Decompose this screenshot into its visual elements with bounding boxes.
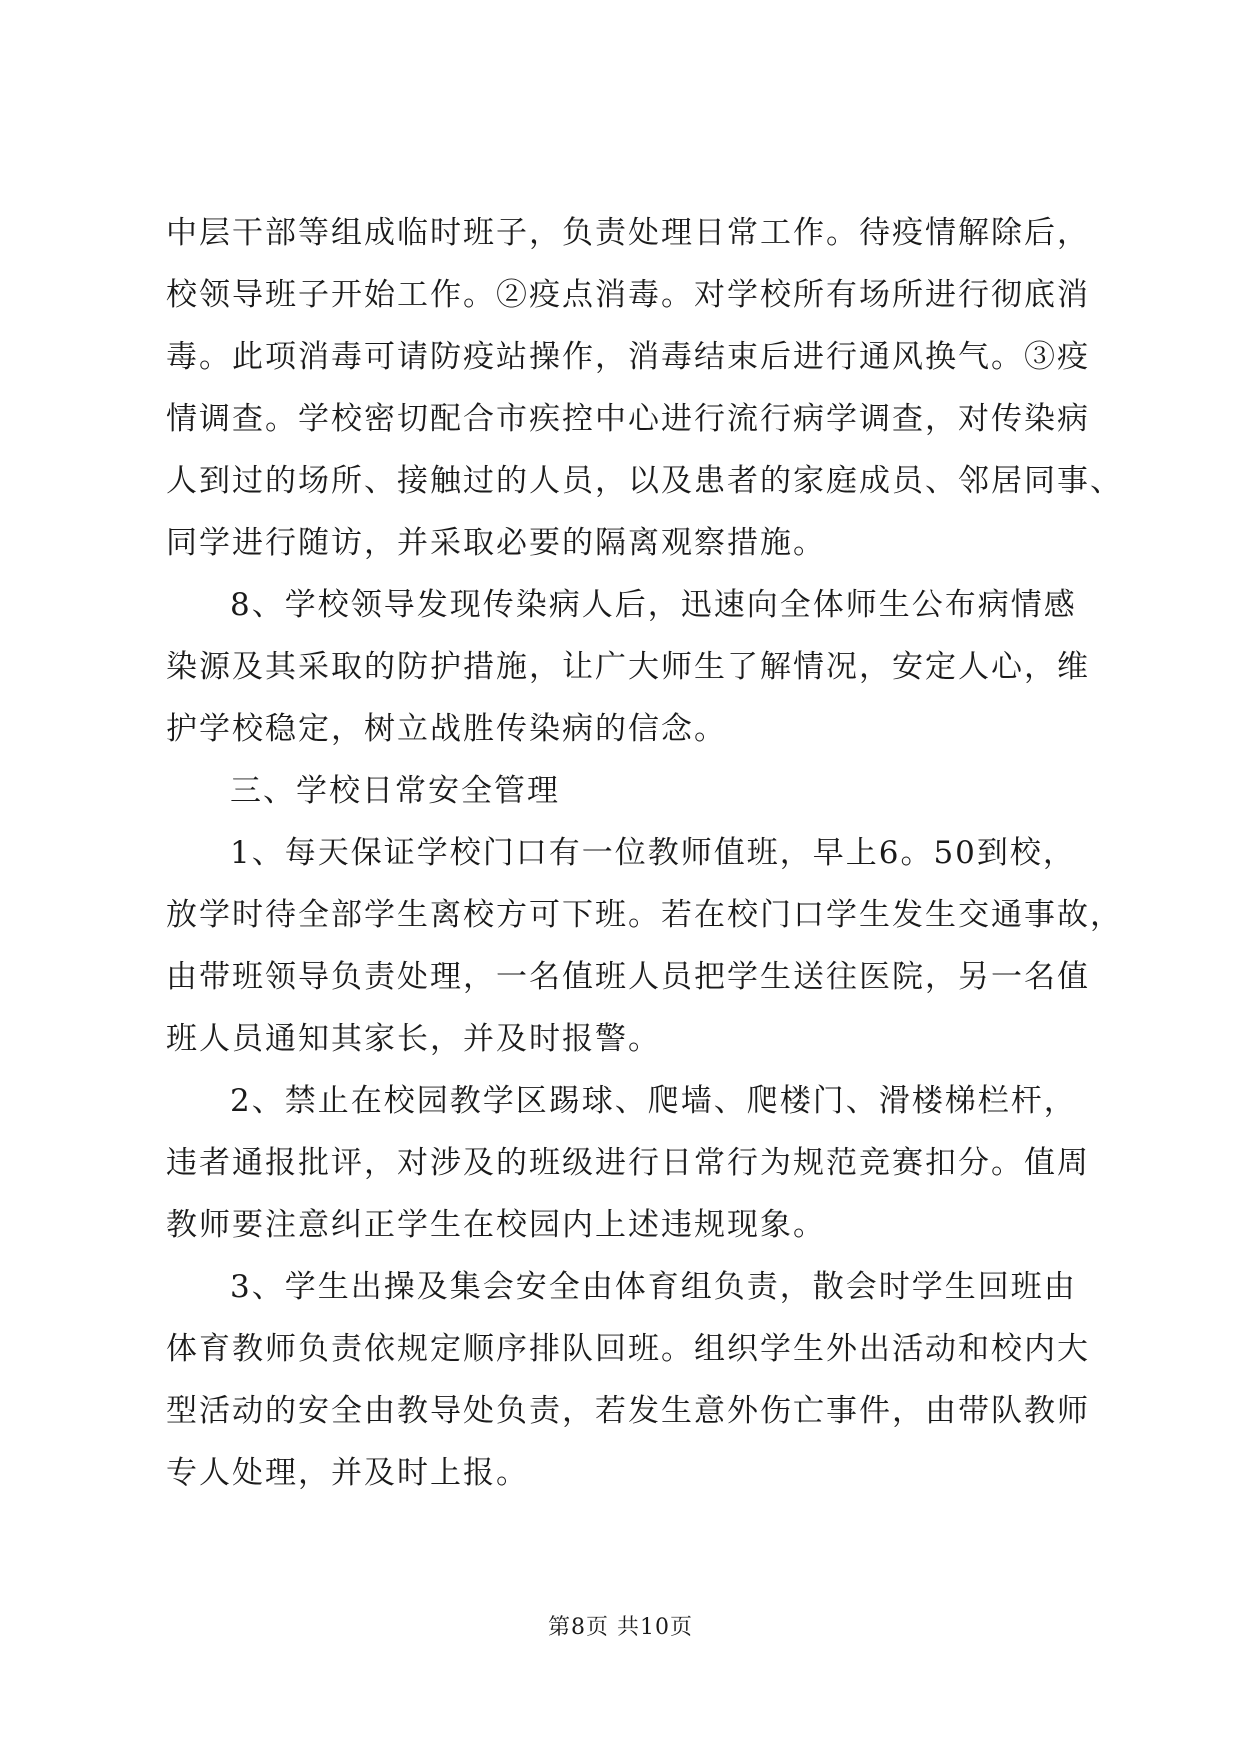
paragraph (166, 1256, 1090, 1504)
text-line: 校领导班子开始工作。②疫点消毒。对学校所有场所进行彻底消 (166, 277, 1090, 313)
document-body (166, 202, 1123, 1504)
text-line: 班人员通知其家长，并及时报警。 (166, 1021, 661, 1057)
text-line: 违者通报批评，对涉及的班级进行日常行为规范竞赛扣分。值周 (166, 1145, 1090, 1181)
section-heading (166, 760, 1086, 822)
text-line: 中层干部等组成临时班子，负责处理日常工作。待疫情解除后， (166, 215, 1090, 251)
text-line: 三、学校日常安全管理 (230, 773, 560, 809)
text-line: 放学时待全部学生离校方可下班。若在校门口学生发生交通事故， (166, 897, 1123, 933)
text-line: 染源及其采取的防护措施，让广大师生了解情况，安定人心，维 (166, 649, 1090, 685)
text-line: 同学进行随访，并采取必要的隔离观察措施。 (166, 525, 826, 561)
text-line: 专人处理，并及时上报。 (166, 1455, 529, 1491)
text-line: 8、学校领导发现传染病人后，迅速向全体师生公布病情感 (230, 587, 1077, 623)
text-line: 教师要注意纠正学生在校园内上述违规现象。 (166, 1207, 826, 1243)
text-line: 1、每天保证学校门口有一位教师值班，早上6。50到校， (230, 835, 1076, 871)
paragraph (166, 822, 1123, 1070)
text-line: 情调查。学校密切配合市疾控中心进行流行病学调查，对传染病 (166, 401, 1090, 437)
text-line: 由带班领导负责处理，一名值班人员把学生送往医院，另一名值 (166, 959, 1090, 995)
text-line: 护学校稳定，树立战胜传染病的信念。 (166, 711, 727, 747)
paragraph (166, 574, 1090, 760)
text-line: 3、学生出操及集会安全由体育组负责，散会时学生回班由 (230, 1269, 1077, 1305)
page-number-footer: 第8页 共10页 (548, 1615, 693, 1640)
text-line: 体育教师负责依规定顺序排队回班。组织学生外出活动和校内大 (166, 1331, 1090, 1367)
paragraph (166, 202, 1123, 574)
text-line: 毒。此项消毒可请防疫站操作，消毒结束后进行通风换气。③疫 (166, 339, 1090, 375)
text-line: 人到过的场所、接触过的人员，以及患者的家庭成员、邻居同事、 (166, 463, 1123, 499)
text-line: 型活动的安全由教导处负责，若发生意外伤亡事件，由带队教师 (166, 1393, 1090, 1429)
paragraph (166, 1070, 1090, 1256)
text-line: 2、禁止在校园教学区踢球、爬墙、爬楼门、滑楼梯栏杆， (230, 1083, 1077, 1119)
